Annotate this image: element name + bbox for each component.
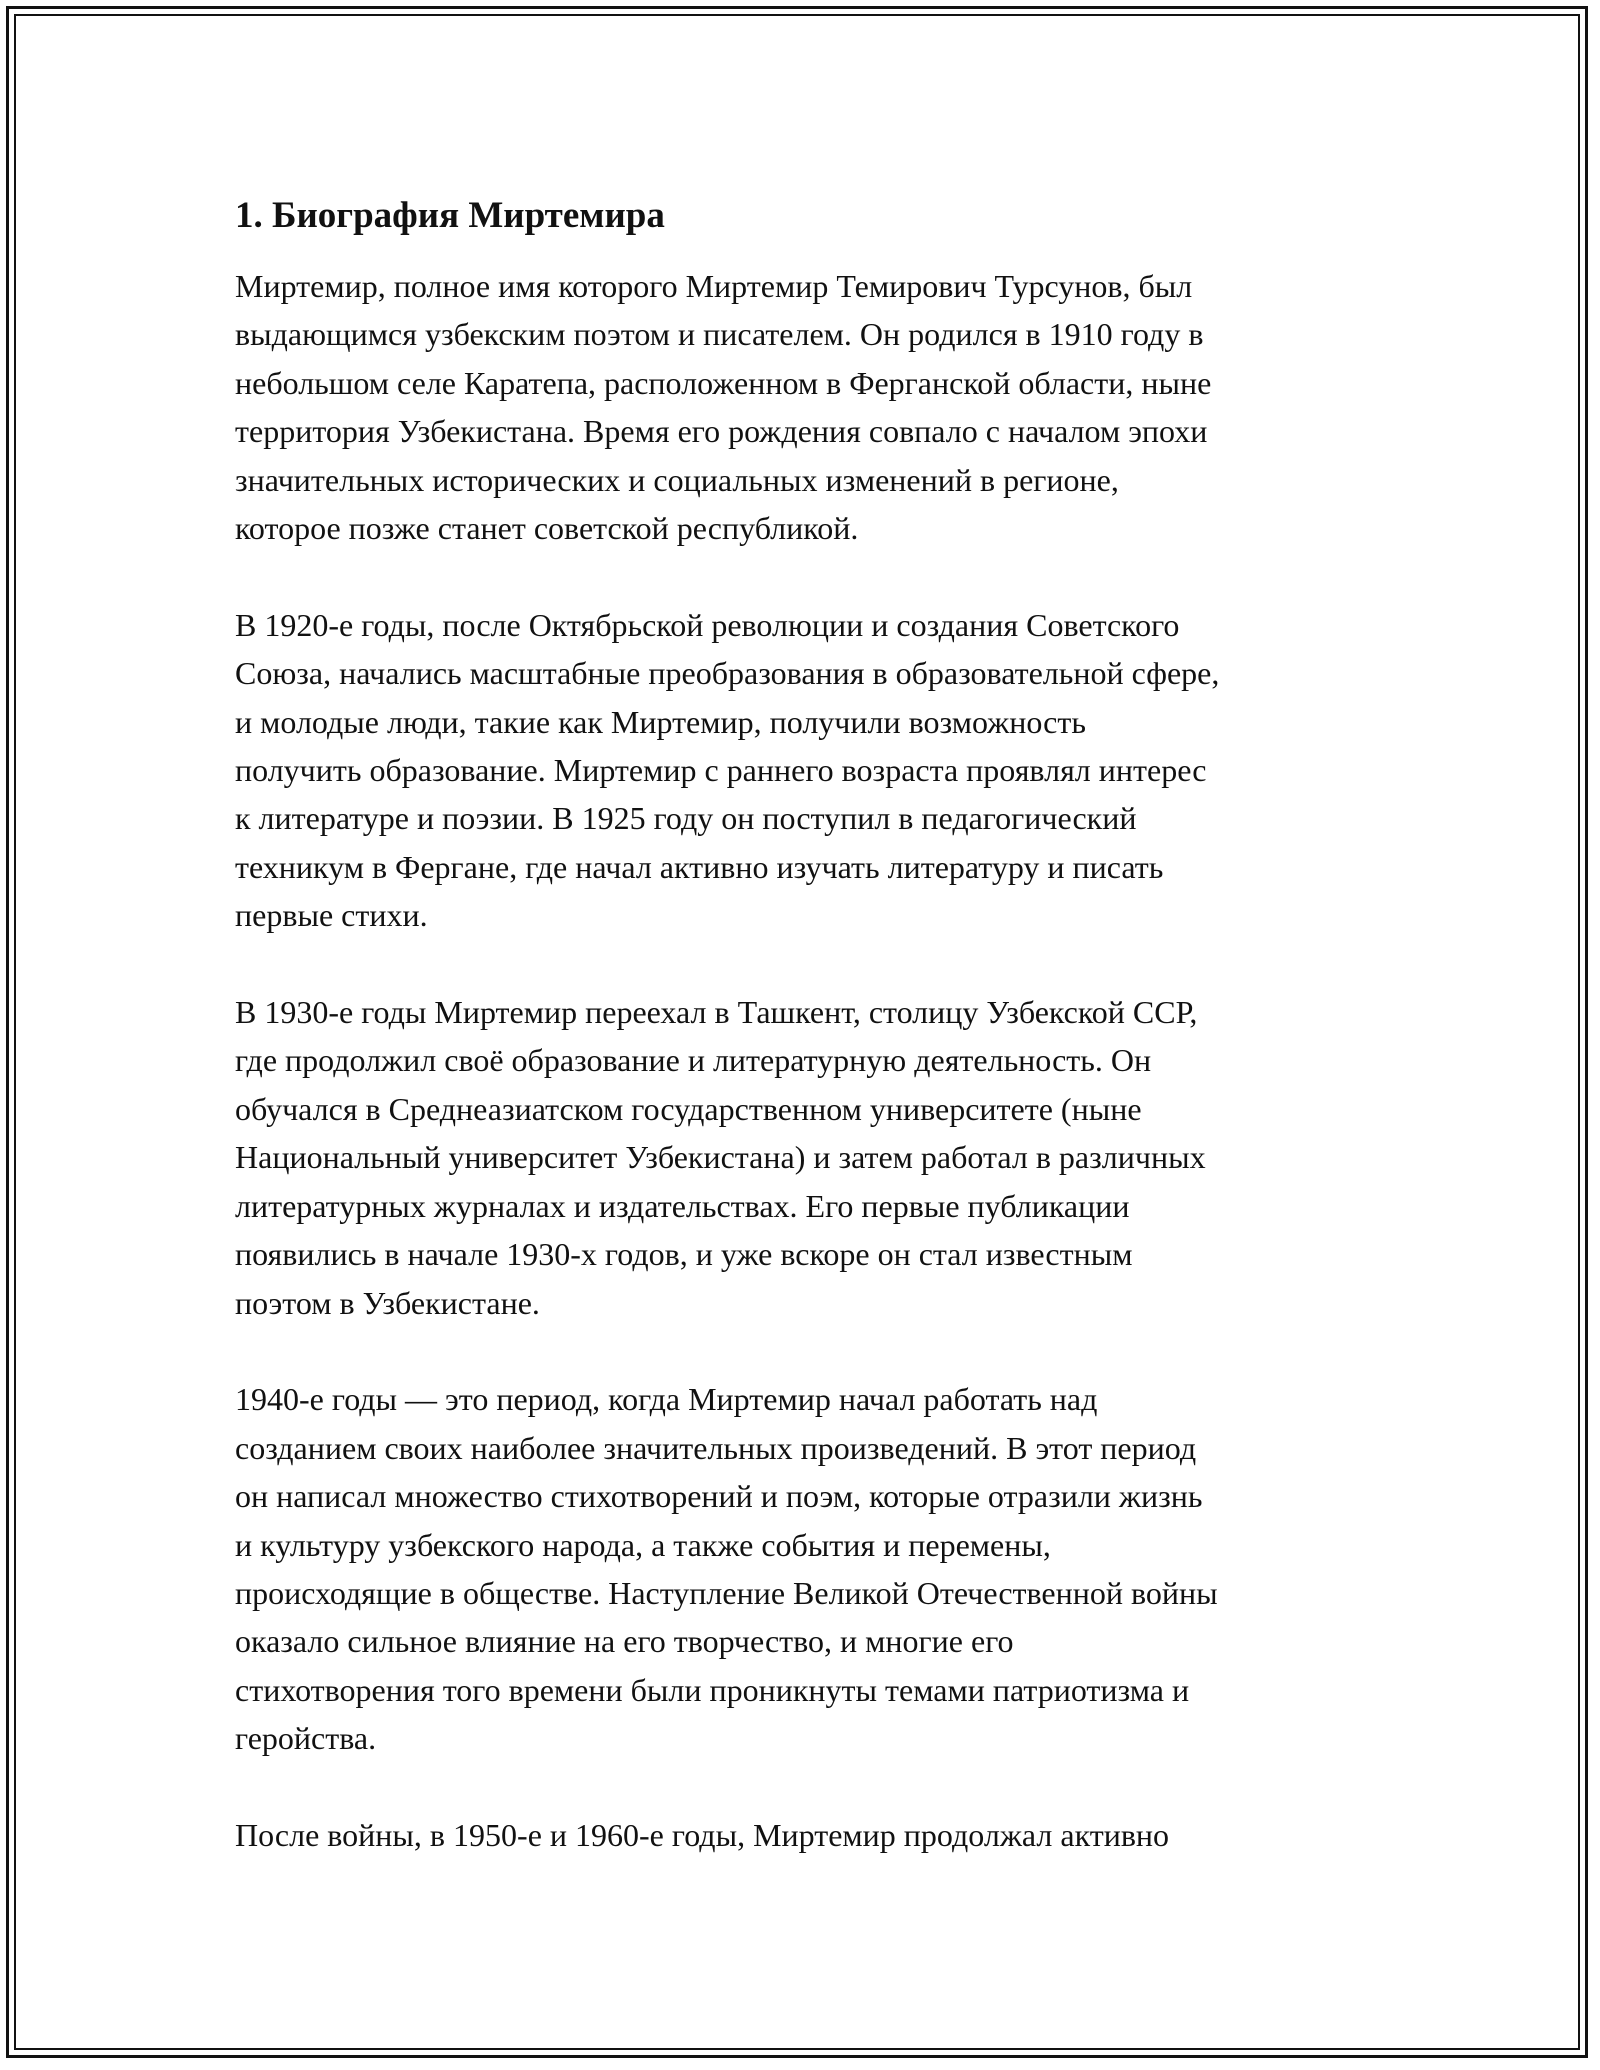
text-line: поэтом в Узбекистане. [235,1284,540,1321]
text-line: Национальный университет Узбекистана) и затем работал в различных [235,1139,1206,1176]
text-line: первые стихи. [235,897,428,934]
text-line: Миртемир, полное имя которого Миртемир Темирович Турсунов, был [235,268,1193,304]
text-line: небольшом селе Каратепа, расположенном в Ферганской области, ныне [235,364,1212,401]
text-line: После войны, в 1950-е и 1960-е годы, Миртемир продолжал активно [235,1816,1170,1853]
document-body [235,192,1375,1908]
text-line: В 1920-е годы, после Октябрьской революции и создания Советского [235,606,1180,643]
text-line: литературных журналах и издательствах. Его первые публикации [235,1187,1130,1224]
text-line: 1940-е годы — это период, когда Миртемир начал работать над [235,1381,1098,1418]
text-line: которое позже станет советской республикой. [235,510,859,547]
text-line: геройства. [235,1720,377,1757]
paragraph-5 [235,1811,1375,1859]
paragraph-3 [235,988,1375,1327]
text-line: он написал множество стихотворений и поэм, которые отразили жизнь [235,1478,1203,1515]
text-line: техникум в Фергане, где начал активно изучать литературу и писать [235,848,1164,885]
text-line: значительных исторических и социальных изменений в регионе, [235,461,1119,498]
text-line: созданием своих наиболее значительных произведений. В этот период [235,1429,1197,1466]
text-line: обучался в Среднеазиатском государственном университете (ныне [235,1090,1142,1127]
text-line: появились в начале 1930-х годов, и уже вскоре он стал известным [235,1236,1133,1273]
paragraph-1 [235,262,1375,552]
text-line: стихотворения того времени были проникнуты темами патриотизма и [235,1671,1190,1708]
paragraph-2 [235,601,1375,940]
text-line: получить образование. Миртемир с раннего возраста проявлял интерес [235,752,1207,789]
text-line: происходящие в обществе. Наступление Великой Отечественной войны [235,1574,1218,1611]
text-line: выдающимся узбекским поэтом и писателем. Он родился в 1910 году в [235,316,1204,353]
paragraph-4 [235,1375,1375,1762]
text-line: В 1930-е годы Миртемир переехал в Ташкент, столицу Узбекской ССР, [235,994,1198,1031]
section-heading: 1. Биография Миртемира [235,195,665,236]
text-line: оказало сильное влияние на его творчество, и многие его [235,1623,1014,1660]
text-line: где продолжил своё образование и литературную деятельность. Он [235,1042,1152,1079]
text-line: территория Узбекистана. Время его рождения совпало с началом эпохи [235,413,1208,450]
text-line: Союза, начались масштабные преобразования в образовательной сфере, [235,655,1220,692]
text-line: к литературе и поэзии. В 1925 году он поступил в педагогический [235,800,1137,837]
text-line: и культуру узбекского народа, а также события и перемены, [235,1526,1051,1563]
text-line: и молодые люди, такие как Миртемир, получили возможность [235,703,1086,740]
